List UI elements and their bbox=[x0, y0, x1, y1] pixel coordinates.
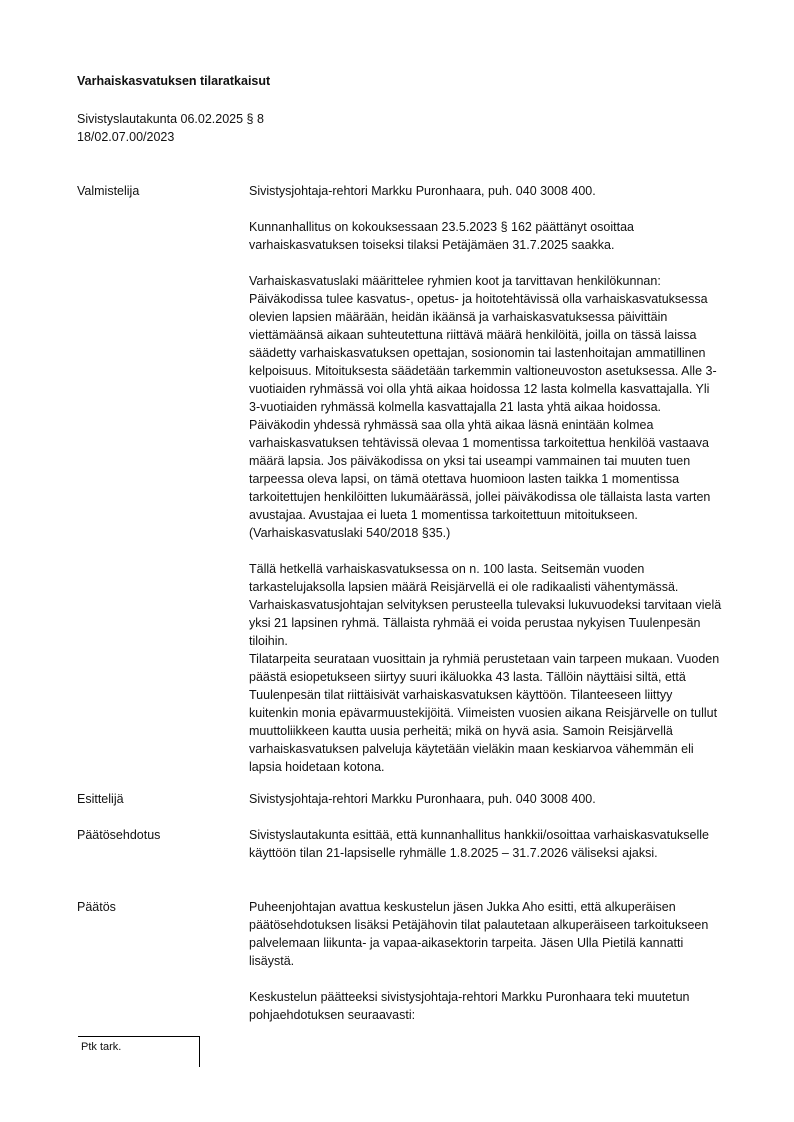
minutes-check-label: Ptk tark. bbox=[81, 1041, 122, 1053]
paragraph: Kunnanhallitus on kokouksessaan 23.5.2023 § 162 päättänyt osoittaa varhaiskasvatuksen toiseksi tilaksi Petäjämäen 31.7.2025 saakka. bbox=[249, 220, 635, 252]
section-label: Päätösehdotus bbox=[77, 828, 161, 842]
paragraph: Sivistyslautakunta esittää, että kunnanhallitus hankkii/osoittaa varhaiskasvatukselle käyttöön tilan 21-lapsiselle ryhmälle 1.8.2025 – 31.7.2026 väliseksi ajaksi. bbox=[249, 828, 709, 860]
section-label: Valmistelija bbox=[77, 184, 140, 198]
paragraph: Tällä hetkellä varhaiskasvatuksessa on n. 100 lasta. Seitsemän vuoden tarkastelujaksolla lapsien määrä Reisjärvellä ei ole radikaalisti vähentymässä. Varhaiskasvatusjohtajan selvityksen perusteella tulevaksi lukuvuodeksi tarvitaan vielä yksi 21 lapsinen ryhmä. Tällaista ryhmää ei voida perustaa nykyisen Tuulenpesän tiloihin. bbox=[249, 562, 722, 648]
section-content bbox=[249, 826, 724, 862]
meeting-meta bbox=[77, 110, 264, 146]
paragraph: Tilatarpeita seurataan vuosittain ja ryhmiä perustetaan vain tarpeen mukaan. Vuoden päästä esiopetukseen siirtyy suuri ikäluokka 43 lasta. Tällöin näyttäisi siltä, että Tuulenpesän tilat riittäisivät varhaiskasvatuksen käyttöön. Tilanteeseen liittyy kuitenkin monia epävarmuustekijöitä. Viimeisten vuosien aikana Reisjärvelle on tullut muuttoliikkeen kautta uusia perheitä; mikä on hyvä asia. Samoin Reisjärvellä varhaiskasvatuksen palveluja käytetään vieläkin maan keskiarvoa vähemmän eli lapsia hoidetaan kotona. bbox=[249, 652, 720, 774]
paragraph: Keskustelun päätteeksi sivistysjohtaja-rehtori Markku Puronhaara teki muutetun pohjaehdotuksen seuraavasti: bbox=[249, 990, 690, 1022]
section-label: Esittelijä bbox=[77, 792, 124, 806]
section-content bbox=[249, 182, 724, 776]
section-label: Päätös bbox=[77, 900, 116, 914]
paragraph: Sivistysjohtaja-rehtori Markku Puronhaara, puh. 040 3008 400. bbox=[249, 184, 596, 198]
section-content bbox=[249, 898, 724, 1024]
section-content bbox=[249, 790, 724, 808]
paragraph: Sivistysjohtaja-rehtori Markku Puronhaara, puh. 040 3008 400. bbox=[249, 792, 596, 806]
document-title: Varhaiskasvatuksen tilaratkaisut bbox=[77, 74, 271, 88]
diary-number: 18/02.07.00/2023 bbox=[77, 130, 175, 144]
paragraph: Varhaiskasvatuslaki määrittelee ryhmien koot ja tarvittavan henkilökunnan: Päiväkodissa tulee kasvatus-, opetus- ja hoitotehtävissä olla varhaiskasvatuksessa olevien lapsien määrään, heidän ikäänsä ja varhaiskasvatuksessa päivittäin viettämäänsä aikaan suhteutettuna riittävä määrä henkilöitä, joilla on tässä laissa säädetty varhaiskasvatuksen opettajan, sosionomin tai lastenhoitajan ammatillinen kelpoisuus. Mitoituksesta säädetään tarkemmin valtioneuvoston asetuksessa. Alle 3-vuotiaiden ryhmässä voi olla yhtä aikaa hoidossa 12 lasta kolmella kasvattajalla. Yli 3-vuotiaiden ryhmässä kolmella kasvattajalla 21 lasta yhtä aikaa hoidossa. Päiväkodin yhdessä ryhmässä saa olla yhtä aikaa läsnä enintään kolmea varhaiskasvatuksen tehtävissä olevaa 1 momentissa tarkoitettua henkilöä vastaava määrä lapsia. Jos päiväkodissa on yksi tai useampi vammainen tai muuten tuen tarpeessa oleva lapsi, on tämä otettava huomioon lasten taikka 1 momentissa tarkoitettujen henkilöitten lukumäärässä, jollei päiväkodissa ole tällaista lasta varten avustajaa. Avustajaa ei lueta 1 momentissa tarkoitettuun mitoitukseen. (Varhaiskasvatuslaki 540/2018 §35.) bbox=[249, 274, 717, 540]
paragraph: Puheenjohtajan avattua keskustelun jäsen Jukka Aho esitti, että alkuperäisen päätösehdotuksen lisäksi Petäjähovin tilat palautetaan alkuperäiseen tarkoitukseen palvelemaan liikunta- ja vapaa-aikasektorin tarpeita. Jäsen Ulla Pietilä kannatti lisäystä. bbox=[249, 900, 709, 968]
minutes-check-box bbox=[78, 1036, 200, 1067]
meeting-reference: Sivistyslautakunta 06.02.2025 § 8 bbox=[77, 112, 264, 126]
